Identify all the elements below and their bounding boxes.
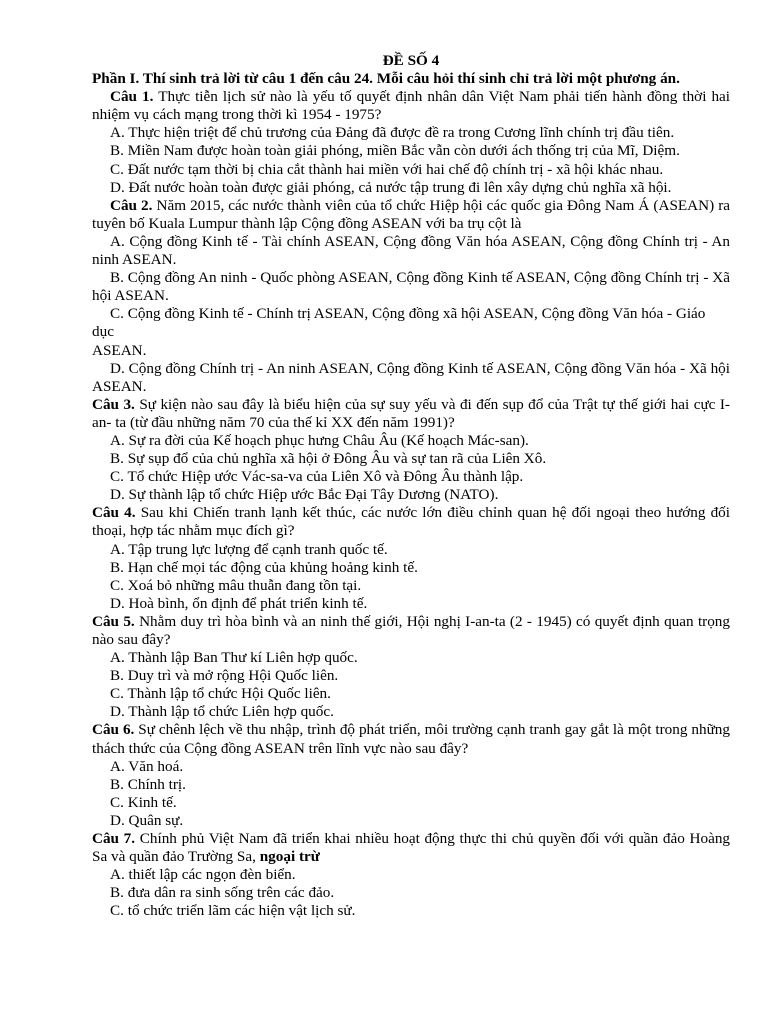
option: A. Sự ra đời của Kế hoạch phục hưng Châu Âu (Kế hoạch Mác-san).	[110, 431, 529, 449]
question-text: Sự kiện nào sau đây là biểu hiện của sự suy yếu và đi đến sụp đổ của Trật tự thế giới hai cực I-an- ta (từ đầu những năm 70 của thế kỉ XX đến năm 1991)?	[92, 395, 730, 431]
option: B. Sự sụp đổ của chủ nghĩa xã hội ở Đông Âu và sự tan rã của Liên Xô.	[110, 450, 547, 468]
option: D. Đất nước hoàn toàn được giải phóng, cả nước tập trung đi lên xây dựng chủ nghĩa xã hội.	[110, 178, 672, 196]
option: B. Hạn chế mọi tác động của khủng hoảng kinh tế.	[110, 558, 418, 576]
option: C. Cộng đồng Kinh tế - Chính trị ASEAN, Cộng đồng xã hội ASEAN, Cộng đồng Văn hóa - Giáo dục	[92, 305, 706, 341]
question-3	[92, 396, 730, 432]
option: C. Thành lập tổ chức Hội Quốc liên.	[110, 685, 331, 703]
question-1	[92, 88, 730, 124]
question-text: Năm 2015, các nước thành viên của tổ chức Hiệp hội các quốc gia Đông Nam Á (ASEAN) ra tuyên bố Kuala Lumpur thành lập Cộng đồng ASEAN với ba trụ cột là	[92, 196, 731, 232]
part-instructions: Phần I. Thí sinh trả lời từ câu 1 đến câu 24. Mỗi câu hỏi thí sinh chỉ trả lời một phương án.	[92, 70, 680, 88]
option: D. Cộng đồng Chính trị - An ninh ASEAN, Cộng đồng Kinh tế ASEAN, Cộng đồng Văn hóa - Xã hội ASEAN.	[92, 359, 730, 395]
exam-title: ĐỀ SỐ 4	[382, 52, 440, 69]
option: B. Chính trị.	[110, 775, 186, 793]
option: C. Đất nước tạm thời bị chia cắt thành hai miền với hai chế độ chính trị - xã hội khác nhau.	[110, 160, 664, 178]
question-label: Câu 1.	[110, 88, 154, 106]
question-label: Câu 2.	[110, 196, 153, 214]
option: D. Sự thành lập tổ chức Hiệp ước Bắc Đại Tây Dương (NATO).	[110, 486, 499, 504]
question-text: Sự chênh lệch về thu nhập, trình độ phát triển, môi trường cạnh tranh gay gắt là một trong những thách thức của Cộng đồng ASEAN trên lĩnh vực nào sau đây?	[92, 721, 730, 757]
option: A. Văn hoá.	[110, 757, 184, 775]
option: B. Cộng đồng An ninh - Quốc phòng ASEAN, Cộng đồng Kinh tế ASEAN, Cộng đồng Chính trị - Xã hội ASEAN.	[92, 269, 730, 305]
question-7	[92, 830, 730, 866]
question-4	[92, 504, 730, 540]
option: D. Thành lập tổ chức Liên hợp quốc.	[110, 703, 334, 721]
question-label: Câu 5.	[92, 612, 135, 630]
question-6	[92, 721, 730, 757]
option: C. Tổ chức Hiệp ước Vác-sa-va của Liên Xô và Đông Âu thành lập.	[110, 468, 524, 486]
question-5	[92, 613, 730, 649]
option: D. Hoà bình, ổn định để phát triển kinh tế.	[110, 594, 368, 612]
option: B. Duy trì và mở rộng Hội Quốc liên.	[110, 667, 339, 685]
option: C. Xoá bỏ những mâu thuẫn đang tồn tại.	[110, 576, 362, 594]
option: B. đưa dân ra sinh sống trên các đảo.	[110, 884, 335, 902]
question-text: Thực tiễn lịch sử nào là yếu tố quyết định nhân dân Việt Nam phải tiến hành đồng thời hai nhiệm vụ cách mạng trong thời kì 1954 - 1975?	[92, 88, 731, 124]
question-label: Câu 7.	[92, 830, 136, 848]
option: A. Thành lập Ban Thư kí Liên hợp quốc.	[110, 649, 358, 667]
question-text: Nhằm duy trì hòa bình và an ninh thế giới, Hội nghị I-an-ta (2 - 1945) có quyết định quan trọng nào sau đây?	[92, 612, 730, 648]
question-label: Câu 3.	[92, 395, 135, 413]
question-text: Sau khi Chiến tranh lạnh kết thúc, các nước lớn điều chỉnh quan hệ đối ngoại theo hướng đối thoại, hợp tác nhằm mục đích gì?	[92, 504, 730, 540]
option-continuation: ASEAN.	[92, 341, 147, 359]
option: A. Cộng đồng Kinh tế - Tài chính ASEAN, Cộng đồng Văn hóa ASEAN, Cộng đồng Chính trị - An ninh ASEAN.	[92, 232, 730, 269]
option: A. Tập trung lực lượng để cạnh tranh quốc tế.	[110, 540, 388, 558]
option: A. Thực hiện triệt để chủ trương của Đảng đã được đề ra trong Cương lĩnh chính trị đầu tiên.	[110, 124, 675, 142]
option: C. tổ chức triển lãm các hiện vật lịch sử.	[110, 902, 356, 920]
option: B. Miền Nam được hoàn toàn giải phóng, miền Bắc vẫn còn dưới ách thống trị của Mĩ, Diệm.	[110, 142, 680, 160]
option: C. Kinh tế.	[110, 793, 177, 811]
question-label: Câu 6.	[92, 721, 135, 739]
option: D. Quân sự.	[110, 811, 184, 829]
question-emphasis: ngoại trừ	[259, 848, 320, 866]
option: A. thiết lập các ngọn đèn biển.	[110, 866, 296, 884]
question-text: Chính phủ Việt Nam đã triển khai nhiều hoạt động thực thi chủ quyền đối với quần đảo Hoàng Sa và quần đảo Trường Sa,	[92, 830, 731, 866]
question-label: Câu 4.	[92, 504, 136, 522]
question-2	[92, 197, 730, 233]
